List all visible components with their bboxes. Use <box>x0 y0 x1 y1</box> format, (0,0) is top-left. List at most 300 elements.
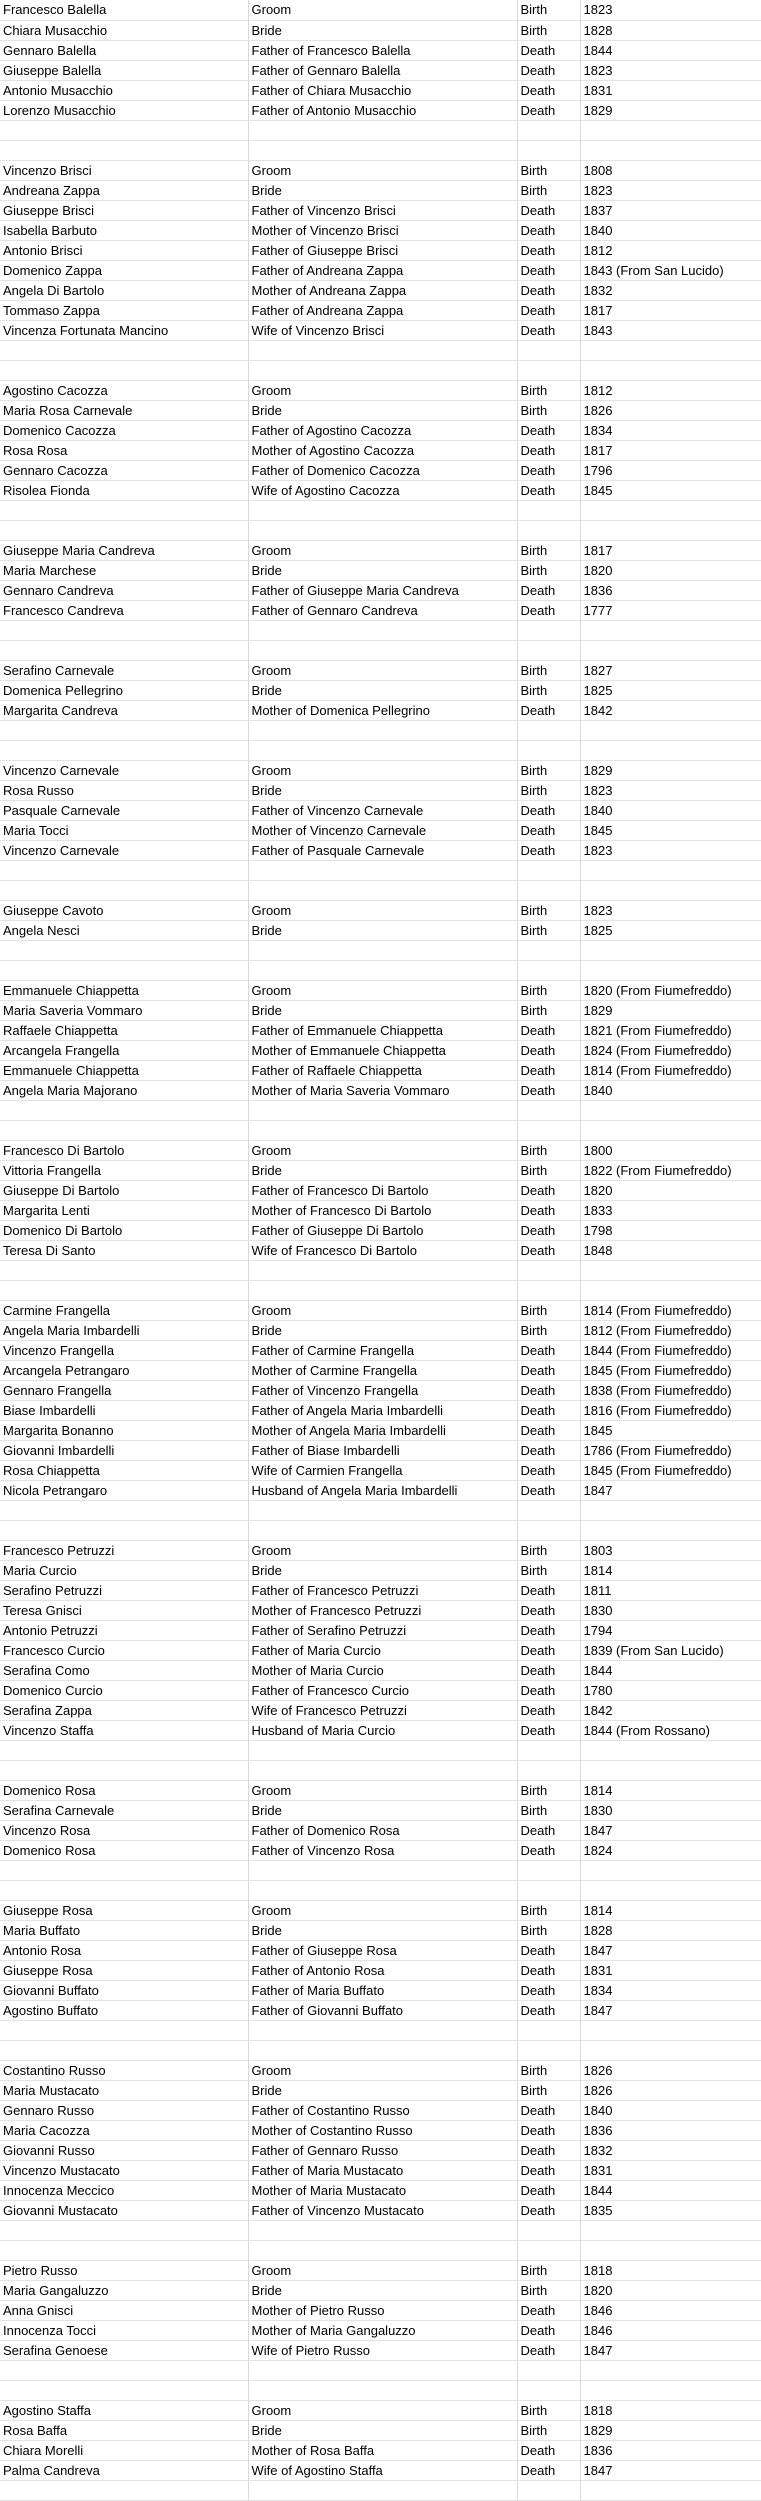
empty-cell[interactable] <box>580 2220 761 2240</box>
empty-cell[interactable] <box>517 2040 580 2060</box>
event-type-cell[interactable]: Death <box>517 2140 580 2160</box>
year-cell[interactable]: 1786 (From Fiumefreddo) <box>580 1440 761 1460</box>
event-type-cell[interactable]: Death <box>517 1680 580 1700</box>
person-name-cell[interactable]: Arcangela Frangella <box>0 1040 248 1060</box>
person-name-cell[interactable]: Domenico Rosa <box>0 1780 248 1800</box>
person-name-cell[interactable]: Angela Di Bartolo <box>0 280 248 300</box>
relationship-cell[interactable]: Mother of Agostino Cacozza <box>248 440 517 460</box>
event-type-cell[interactable]: Death <box>517 820 580 840</box>
empty-cell[interactable] <box>0 720 248 740</box>
empty-cell[interactable] <box>517 740 580 760</box>
person-name-cell[interactable]: Isabella Barbuto <box>0 220 248 240</box>
event-type-cell[interactable]: Birth <box>517 2060 580 2080</box>
event-type-cell[interactable]: Death <box>517 1580 580 1600</box>
event-type-cell[interactable]: Death <box>517 1700 580 1720</box>
event-type-cell[interactable]: Death <box>517 300 580 320</box>
empty-cell[interactable] <box>248 860 517 880</box>
person-name-cell[interactable]: Vittoria Frangella <box>0 1160 248 1180</box>
year-cell[interactable]: 1842 <box>580 700 761 720</box>
relationship-cell[interactable]: Mother of Andreana Zappa <box>248 280 517 300</box>
empty-cell[interactable] <box>0 2040 248 2060</box>
person-name-cell[interactable]: Domenico Di Bartolo <box>0 1220 248 1240</box>
relationship-cell[interactable]: Father of Emmanuele Chiappetta <box>248 1020 517 1040</box>
person-name-cell[interactable]: Maria Cacozza <box>0 2120 248 2140</box>
event-type-cell[interactable]: Death <box>517 1060 580 1080</box>
year-cell[interactable]: 1817 <box>580 540 761 560</box>
event-type-cell[interactable]: Death <box>517 200 580 220</box>
empty-cell[interactable] <box>517 1260 580 1280</box>
person-name-cell[interactable]: Domenica Pellegrino <box>0 680 248 700</box>
relationship-cell[interactable]: Mother of Rosa Baffa <box>248 2440 517 2460</box>
year-cell[interactable]: 1814 <box>580 1560 761 1580</box>
relationship-cell[interactable]: Mother of Carmine Frangella <box>248 1360 517 1380</box>
event-type-cell[interactable]: Death <box>517 800 580 820</box>
year-cell[interactable]: 1800 <box>580 1140 761 1160</box>
empty-cell[interactable] <box>517 2380 580 2400</box>
year-cell[interactable]: 1832 <box>580 280 761 300</box>
event-type-cell[interactable]: Death <box>517 1640 580 1660</box>
relationship-cell[interactable]: Groom <box>248 2400 517 2420</box>
person-name-cell[interactable]: Risolea Fionda <box>0 480 248 500</box>
relationship-cell[interactable]: Wife of Agostino Cacozza <box>248 480 517 500</box>
person-name-cell[interactable]: Domenico Cacozza <box>0 420 248 440</box>
year-cell[interactable]: 1845 <box>580 1420 761 1440</box>
year-cell[interactable]: 1822 (From Fiumefreddo) <box>580 1160 761 1180</box>
empty-cell[interactable] <box>248 340 517 360</box>
relationship-cell[interactable]: Bride <box>248 560 517 580</box>
relationship-cell[interactable]: Mother of Maria Curcio <box>248 1660 517 1680</box>
relationship-cell[interactable]: Mother of Maria Gangaluzzo <box>248 2320 517 2340</box>
year-cell[interactable]: 1831 <box>580 2160 761 2180</box>
relationship-cell[interactable]: Father of Biase Imbardelli <box>248 1440 517 1460</box>
empty-cell[interactable] <box>580 940 761 960</box>
year-cell[interactable]: 1844 (From Fiumefreddo) <box>580 1340 761 1360</box>
event-type-cell[interactable]: Death <box>517 1960 580 1980</box>
year-cell[interactable]: 1814 <box>580 1900 761 1920</box>
event-type-cell[interactable]: Birth <box>517 2420 580 2440</box>
person-name-cell[interactable]: Gennaro Balella <box>0 40 248 60</box>
year-cell[interactable]: 1780 <box>580 1680 761 1700</box>
event-type-cell[interactable]: Death <box>517 1840 580 1860</box>
event-type-cell[interactable]: Birth <box>517 900 580 920</box>
event-type-cell[interactable]: Death <box>517 320 580 340</box>
event-type-cell[interactable]: Death <box>517 600 580 620</box>
event-type-cell[interactable]: Birth <box>517 540 580 560</box>
relationship-cell[interactable]: Father of Chiara Musacchio <box>248 80 517 100</box>
empty-cell[interactable] <box>248 120 517 140</box>
event-type-cell[interactable]: Birth <box>517 2280 580 2300</box>
relationship-cell[interactable]: Mother of Costantino Russo <box>248 2120 517 2140</box>
year-cell[interactable]: 1803 <box>580 1540 761 1560</box>
person-name-cell[interactable]: Serafino Carnevale <box>0 660 248 680</box>
year-cell[interactable]: 1847 <box>580 2460 761 2480</box>
empty-cell[interactable] <box>248 1280 517 1300</box>
empty-cell[interactable] <box>517 520 580 540</box>
relationship-cell[interactable]: Father of Giuseppe Maria Candreva <box>248 580 517 600</box>
event-type-cell[interactable]: Death <box>517 2200 580 2220</box>
event-type-cell[interactable]: Death <box>517 1480 580 1500</box>
year-cell[interactable]: 1831 <box>580 1960 761 1980</box>
empty-cell[interactable] <box>517 2360 580 2380</box>
event-type-cell[interactable]: Death <box>517 260 580 280</box>
event-type-cell[interactable]: Birth <box>517 1920 580 1940</box>
year-cell[interactable]: 1845 <box>580 820 761 840</box>
empty-cell[interactable] <box>517 640 580 660</box>
empty-cell[interactable] <box>248 500 517 520</box>
event-type-cell[interactable]: Birth <box>517 780 580 800</box>
person-name-cell[interactable]: Agostino Staffa <box>0 2400 248 2420</box>
relationship-cell[interactable]: Father of Andreana Zappa <box>248 260 517 280</box>
person-name-cell[interactable]: Giuseppe Rosa <box>0 1960 248 1980</box>
empty-cell[interactable] <box>248 620 517 640</box>
person-name-cell[interactable]: Vincenzo Brisci <box>0 160 248 180</box>
empty-cell[interactable] <box>517 860 580 880</box>
empty-cell[interactable] <box>580 960 761 980</box>
empty-cell[interactable] <box>248 2380 517 2400</box>
event-type-cell[interactable]: Birth <box>517 20 580 40</box>
year-cell[interactable]: 1794 <box>580 1620 761 1640</box>
relationship-cell[interactable]: Bride <box>248 2080 517 2100</box>
event-type-cell[interactable]: Birth <box>517 1780 580 1800</box>
event-type-cell[interactable]: Birth <box>517 2400 580 2420</box>
year-cell[interactable]: 1836 <box>580 2440 761 2460</box>
event-type-cell[interactable]: Death <box>517 1600 580 1620</box>
relationship-cell[interactable]: Father of Gennaro Russo <box>248 2140 517 2160</box>
event-type-cell[interactable]: Death <box>517 1940 580 1960</box>
event-type-cell[interactable]: Birth <box>517 400 580 420</box>
event-type-cell[interactable]: Death <box>517 280 580 300</box>
person-name-cell[interactable]: Serafina Genoese <box>0 2340 248 2360</box>
person-name-cell[interactable]: Domenico Rosa <box>0 1840 248 1860</box>
year-cell[interactable]: 1812 <box>580 240 761 260</box>
empty-cell[interactable] <box>517 140 580 160</box>
year-cell[interactable]: 1840 <box>580 1080 761 1100</box>
empty-cell[interactable] <box>0 940 248 960</box>
relationship-cell[interactable]: Groom <box>248 1140 517 1160</box>
person-name-cell[interactable]: Emmanuele Chiappetta <box>0 980 248 1000</box>
relationship-cell[interactable]: Bride <box>248 680 517 700</box>
empty-cell[interactable] <box>580 860 761 880</box>
year-cell[interactable]: 1814 (From Fiumefreddo) <box>580 1060 761 1080</box>
event-type-cell[interactable]: Birth <box>517 1140 580 1160</box>
year-cell[interactable]: 1848 <box>580 1240 761 1260</box>
year-cell[interactable]: 1836 <box>580 2120 761 2140</box>
event-type-cell[interactable]: Death <box>517 460 580 480</box>
empty-cell[interactable] <box>580 120 761 140</box>
person-name-cell[interactable]: Francesco Petruzzi <box>0 1540 248 1560</box>
year-cell[interactable]: 1847 <box>580 2000 761 2020</box>
year-cell[interactable]: 1812 (From Fiumefreddo) <box>580 1320 761 1340</box>
event-type-cell[interactable]: Death <box>517 1980 580 2000</box>
event-type-cell[interactable]: Death <box>517 2300 580 2320</box>
year-cell[interactable]: 1839 (From San Lucido) <box>580 1640 761 1660</box>
relationship-cell[interactable]: Father of Giovanni Buffato <box>248 2000 517 2020</box>
event-type-cell[interactable]: Death <box>517 100 580 120</box>
event-type-cell[interactable]: Birth <box>517 380 580 400</box>
year-cell[interactable]: 1823 <box>580 900 761 920</box>
empty-cell[interactable] <box>517 1120 580 1140</box>
event-type-cell[interactable]: Death <box>517 1380 580 1400</box>
year-cell[interactable]: 1826 <box>580 2080 761 2100</box>
event-type-cell[interactable]: Birth <box>517 1160 580 1180</box>
person-name-cell[interactable]: Vincenzo Carnevale <box>0 840 248 860</box>
person-name-cell[interactable]: Costantino Russo <box>0 2060 248 2080</box>
relationship-cell[interactable]: Father of Angela Maria Imbardelli <box>248 1400 517 1420</box>
year-cell[interactable]: 1821 (From Fiumefreddo) <box>580 1020 761 1040</box>
year-cell[interactable]: 1843 (From San Lucido) <box>580 260 761 280</box>
person-name-cell[interactable]: Agostino Cacozza <box>0 380 248 400</box>
event-type-cell[interactable]: Death <box>517 1240 580 1260</box>
event-type-cell[interactable]: Death <box>517 1340 580 1360</box>
empty-cell[interactable] <box>517 120 580 140</box>
relationship-cell[interactable]: Groom <box>248 900 517 920</box>
relationship-cell[interactable]: Father of Francesco Balella <box>248 40 517 60</box>
person-name-cell[interactable]: Teresa Di Santo <box>0 1240 248 1260</box>
empty-cell[interactable] <box>0 1740 248 1760</box>
person-name-cell[interactable]: Giuseppe Cavoto <box>0 900 248 920</box>
empty-cell[interactable] <box>248 2020 517 2040</box>
empty-cell[interactable] <box>580 140 761 160</box>
empty-cell[interactable] <box>0 1260 248 1280</box>
empty-cell[interactable] <box>248 2220 517 2240</box>
empty-cell[interactable] <box>248 940 517 960</box>
year-cell[interactable]: 1845 (From Fiumefreddo) <box>580 1460 761 1480</box>
year-cell[interactable]: 1814 (From Fiumefreddo) <box>580 1300 761 1320</box>
year-cell[interactable]: 1832 <box>580 2140 761 2160</box>
year-cell[interactable]: 1820 (From Fiumefreddo) <box>580 980 761 1000</box>
person-name-cell[interactable]: Antonio Musacchio <box>0 80 248 100</box>
year-cell[interactable]: 1834 <box>580 420 761 440</box>
empty-cell[interactable] <box>248 720 517 740</box>
person-name-cell[interactable]: Maria Saveria Vommaro <box>0 1000 248 1020</box>
empty-cell[interactable] <box>517 1100 580 1120</box>
empty-cell[interactable] <box>0 620 248 640</box>
event-type-cell[interactable]: Death <box>517 2440 580 2460</box>
relationship-cell[interactable]: Father of Vincenzo Mustacato <box>248 2200 517 2220</box>
empty-cell[interactable] <box>580 2480 761 2500</box>
empty-cell[interactable] <box>0 1520 248 1540</box>
person-name-cell[interactable]: Biase Imbardelli <box>0 1400 248 1420</box>
empty-cell[interactable] <box>248 360 517 380</box>
relationship-cell[interactable]: Father of Antonio Musacchio <box>248 100 517 120</box>
person-name-cell[interactable]: Serafina Zappa <box>0 1700 248 1720</box>
relationship-cell[interactable]: Bride <box>248 1920 517 1940</box>
event-type-cell[interactable]: Death <box>517 480 580 500</box>
empty-cell[interactable] <box>248 960 517 980</box>
relationship-cell[interactable]: Groom <box>248 160 517 180</box>
person-name-cell[interactable]: Domenico Zappa <box>0 260 248 280</box>
empty-cell[interactable] <box>248 140 517 160</box>
person-name-cell[interactable]: Innocenza Meccico <box>0 2180 248 2200</box>
year-cell[interactable]: 1798 <box>580 1220 761 1240</box>
person-name-cell[interactable]: Francesco Curcio <box>0 1640 248 1660</box>
empty-cell[interactable] <box>0 520 248 540</box>
person-name-cell[interactable]: Margarita Lenti <box>0 1200 248 1220</box>
empty-cell[interactable] <box>580 2020 761 2040</box>
empty-cell[interactable] <box>248 2480 517 2500</box>
year-cell[interactable]: 1826 <box>580 400 761 420</box>
empty-cell[interactable] <box>0 2380 248 2400</box>
person-name-cell[interactable]: Angela Nesci <box>0 920 248 940</box>
event-type-cell[interactable]: Death <box>517 1820 580 1840</box>
empty-cell[interactable] <box>0 2240 248 2260</box>
event-type-cell[interactable]: Death <box>517 2100 580 2120</box>
empty-cell[interactable] <box>0 1760 248 1780</box>
event-type-cell[interactable]: Death <box>517 2320 580 2340</box>
person-name-cell[interactable]: Vincenzo Staffa <box>0 1720 248 1740</box>
year-cell[interactable]: 1777 <box>580 600 761 620</box>
empty-cell[interactable] <box>0 740 248 760</box>
person-name-cell[interactable]: Giuseppe Maria Candreva <box>0 540 248 560</box>
empty-cell[interactable] <box>580 1280 761 1300</box>
relationship-cell[interactable]: Wife of Agostino Staffa <box>248 2460 517 2480</box>
person-name-cell[interactable]: Gennaro Cacozza <box>0 460 248 480</box>
empty-cell[interactable] <box>517 360 580 380</box>
empty-cell[interactable] <box>517 1880 580 1900</box>
relationship-cell[interactable]: Wife of Francesco Di Bartolo <box>248 1240 517 1260</box>
event-type-cell[interactable]: Death <box>517 1720 580 1740</box>
relationship-cell[interactable]: Groom <box>248 1900 517 1920</box>
year-cell[interactable]: 1817 <box>580 300 761 320</box>
empty-cell[interactable] <box>248 1500 517 1520</box>
year-cell[interactable]: 1820 <box>580 1180 761 1200</box>
empty-cell[interactable] <box>0 500 248 520</box>
year-cell[interactable]: 1823 <box>580 60 761 80</box>
relationship-cell[interactable]: Father of Antonio Rosa <box>248 1960 517 1980</box>
empty-cell[interactable] <box>517 2240 580 2260</box>
empty-cell[interactable] <box>580 620 761 640</box>
person-name-cell[interactable]: Francesco Candreva <box>0 600 248 620</box>
relationship-cell[interactable]: Father of Vincenzo Rosa <box>248 1840 517 1860</box>
year-cell[interactable]: 1836 <box>580 580 761 600</box>
person-name-cell[interactable]: Anna Gnisci <box>0 2300 248 2320</box>
year-cell[interactable]: 1846 <box>580 2300 761 2320</box>
year-cell[interactable]: 1796 <box>580 460 761 480</box>
year-cell[interactable]: 1820 <box>580 560 761 580</box>
relationship-cell[interactable]: Father of Vincenzo Carnevale <box>248 800 517 820</box>
relationship-cell[interactable]: Father of Maria Mustacato <box>248 2160 517 2180</box>
empty-cell[interactable] <box>517 620 580 640</box>
relationship-cell[interactable]: Bride <box>248 920 517 940</box>
relationship-cell[interactable]: Bride <box>248 180 517 200</box>
year-cell[interactable]: 1843 <box>580 320 761 340</box>
event-type-cell[interactable]: Birth <box>517 2260 580 2280</box>
relationship-cell[interactable]: Father of Gennaro Candreva <box>248 600 517 620</box>
year-cell[interactable]: 1844 <box>580 40 761 60</box>
person-name-cell[interactable]: Angela Maria Imbardelli <box>0 1320 248 1340</box>
empty-cell[interactable] <box>580 360 761 380</box>
empty-cell[interactable] <box>248 740 517 760</box>
event-type-cell[interactable]: Birth <box>517 1000 580 1020</box>
relationship-cell[interactable]: Father of Domenico Rosa <box>248 1820 517 1840</box>
empty-cell[interactable] <box>0 960 248 980</box>
relationship-cell[interactable]: Bride <box>248 2420 517 2440</box>
year-cell[interactable]: 1840 <box>580 220 761 240</box>
year-cell[interactable]: 1842 <box>580 1700 761 1720</box>
event-type-cell[interactable]: Death <box>517 1180 580 1200</box>
year-cell[interactable]: 1825 <box>580 680 761 700</box>
empty-cell[interactable] <box>580 1520 761 1540</box>
year-cell[interactable]: 1837 <box>580 200 761 220</box>
person-name-cell[interactable]: Domenico Curcio <box>0 1680 248 1700</box>
empty-cell[interactable] <box>0 1280 248 1300</box>
empty-cell[interactable] <box>580 500 761 520</box>
empty-cell[interactable] <box>0 1500 248 1520</box>
relationship-cell[interactable]: Father of Gennaro Balella <box>248 60 517 80</box>
event-type-cell[interactable]: Death <box>517 2160 580 2180</box>
person-name-cell[interactable]: Andreana Zappa <box>0 180 248 200</box>
event-type-cell[interactable]: Birth <box>517 1300 580 1320</box>
relationship-cell[interactable]: Father of Carmine Frangella <box>248 1340 517 1360</box>
relationship-cell[interactable]: Wife of Vincenzo Brisci <box>248 320 517 340</box>
empty-cell[interactable] <box>517 1500 580 1520</box>
event-type-cell[interactable]: Death <box>517 420 580 440</box>
event-type-cell[interactable]: Birth <box>517 680 580 700</box>
year-cell[interactable]: 1811 <box>580 1580 761 1600</box>
person-name-cell[interactable]: Pasquale Carnevale <box>0 800 248 820</box>
event-type-cell[interactable]: Birth <box>517 2080 580 2100</box>
event-type-cell[interactable]: Birth <box>517 160 580 180</box>
year-cell[interactable]: 1829 <box>580 2420 761 2440</box>
empty-cell[interactable] <box>0 1120 248 1140</box>
relationship-cell[interactable]: Mother of Vincenzo Carnevale <box>248 820 517 840</box>
person-name-cell[interactable]: Serafina Carnevale <box>0 1800 248 1820</box>
empty-cell[interactable] <box>0 360 248 380</box>
relationship-cell[interactable]: Father of Maria Curcio <box>248 1640 517 1660</box>
event-type-cell[interactable]: Death <box>517 1440 580 1460</box>
person-name-cell[interactable]: Gennaro Frangella <box>0 1380 248 1400</box>
person-name-cell[interactable]: Antonio Rosa <box>0 1940 248 1960</box>
empty-cell[interactable] <box>248 1520 517 1540</box>
person-name-cell[interactable]: Raffaele Chiappetta <box>0 1020 248 1040</box>
empty-cell[interactable] <box>0 640 248 660</box>
relationship-cell[interactable]: Mother of Francesco Petruzzi <box>248 1600 517 1620</box>
person-name-cell[interactable]: Gennaro Candreva <box>0 580 248 600</box>
relationship-cell[interactable]: Father of Giuseppe Di Bartolo <box>248 1220 517 1240</box>
year-cell[interactable]: 1829 <box>580 100 761 120</box>
relationship-cell[interactable]: Groom <box>248 1540 517 1560</box>
person-name-cell[interactable]: Giovanni Buffato <box>0 1980 248 2000</box>
event-type-cell[interactable]: Birth <box>517 1540 580 1560</box>
year-cell[interactable]: 1829 <box>580 760 761 780</box>
empty-cell[interactable] <box>0 1100 248 1120</box>
event-type-cell[interactable]: Death <box>517 2340 580 2360</box>
empty-cell[interactable] <box>517 500 580 520</box>
empty-cell[interactable] <box>580 1740 761 1760</box>
person-name-cell[interactable]: Margarita Candreva <box>0 700 248 720</box>
event-type-cell[interactable]: Death <box>517 1080 580 1100</box>
empty-cell[interactable] <box>0 2020 248 2040</box>
empty-cell[interactable] <box>248 880 517 900</box>
relationship-cell[interactable]: Bride <box>248 1560 517 1580</box>
empty-cell[interactable] <box>580 1120 761 1140</box>
empty-cell[interactable] <box>580 520 761 540</box>
person-name-cell[interactable]: Antonio Brisci <box>0 240 248 260</box>
empty-cell[interactable] <box>517 2020 580 2040</box>
relationship-cell[interactable]: Groom <box>248 1780 517 1800</box>
empty-cell[interactable] <box>517 880 580 900</box>
event-type-cell[interactable]: Death <box>517 2180 580 2200</box>
person-name-cell[interactable]: Rosa Baffa <box>0 2420 248 2440</box>
relationship-cell[interactable]: Mother of Francesco Di Bartolo <box>248 1200 517 1220</box>
person-name-cell[interactable]: Giuseppe Balella <box>0 60 248 80</box>
event-type-cell[interactable]: Birth <box>517 0 580 20</box>
relationship-cell[interactable]: Husband of Angela Maria Imbardelli <box>248 1480 517 1500</box>
empty-cell[interactable] <box>580 740 761 760</box>
empty-cell[interactable] <box>248 1100 517 1120</box>
relationship-cell[interactable]: Mother of Emmanuele Chiappetta <box>248 1040 517 1060</box>
event-type-cell[interactable]: Death <box>517 1460 580 1480</box>
